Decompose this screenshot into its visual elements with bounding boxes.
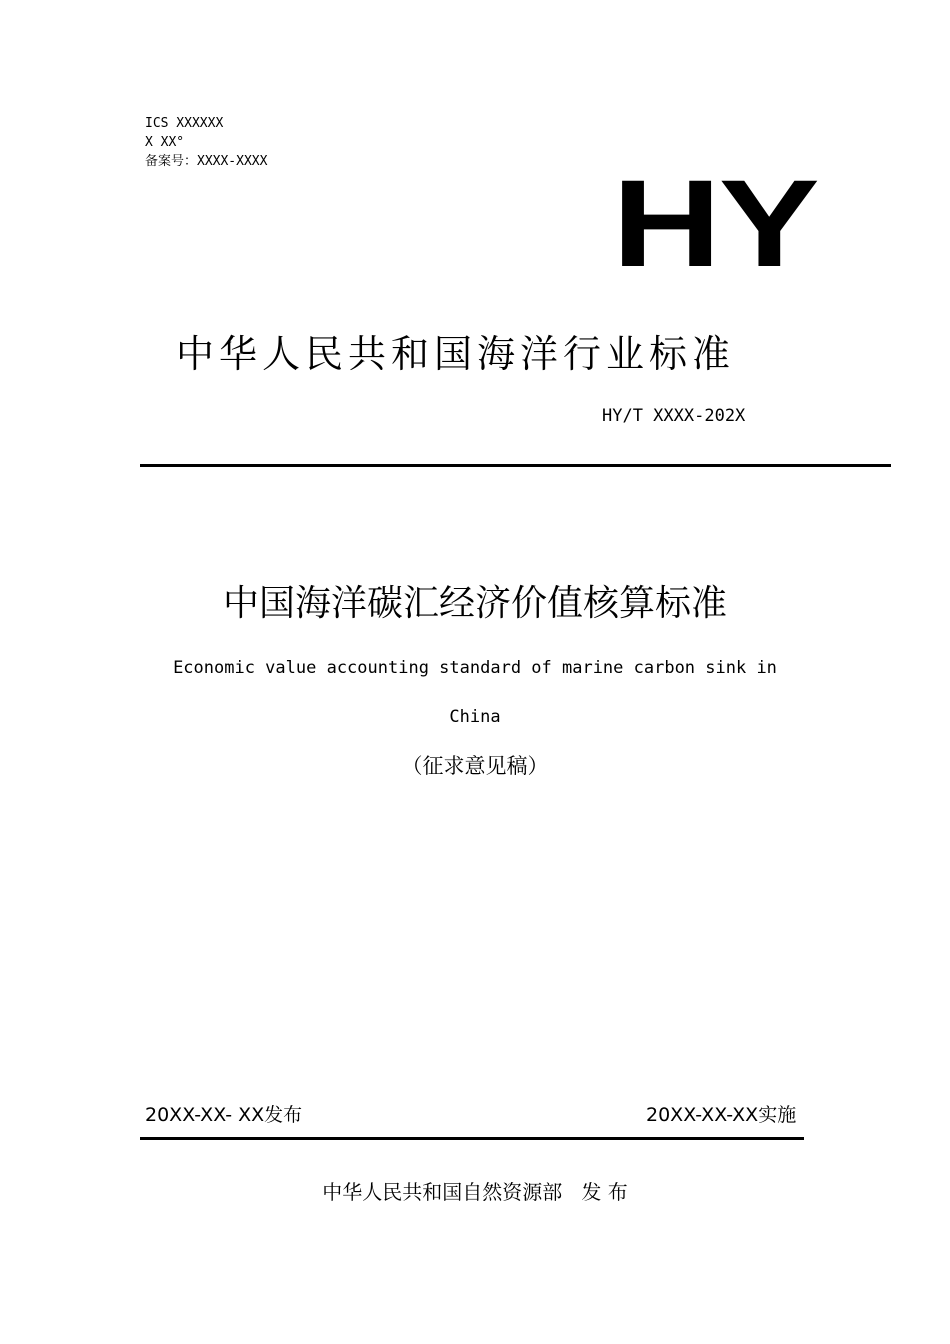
draft-note: （征求意见稿） — [401, 754, 549, 778]
hy-logo: HY — [612, 155, 818, 293]
classification-code: X XX° — [145, 135, 185, 150]
implement-date: 20XX-XX-XX实施 — [646, 1104, 797, 1126]
industry-standard-title: 中华人民共和国海洋行业标准 — [176, 332, 736, 376]
document-title-en-line2: China — [449, 707, 501, 727]
standard-number: HY/T XXXX-202X — [602, 406, 746, 426]
publish-date: 20XX-XX- XX发布 — [145, 1104, 303, 1126]
ics-code: ICS XXXXXX — [145, 116, 224, 131]
document-title-en-line1: Economic value accounting standard of marine carbon sink in — [173, 658, 777, 678]
document-title-cn: 中国海洋碳汇经济价值核算标准 — [222, 583, 727, 624]
top-divider — [140, 464, 891, 467]
issuing-authority: 中华人民共和国自然资源部 发 布 — [322, 1180, 628, 1204]
bottom-divider — [140, 1137, 804, 1140]
record-number: 备案号：XXXX-XXXX — [145, 154, 268, 169]
